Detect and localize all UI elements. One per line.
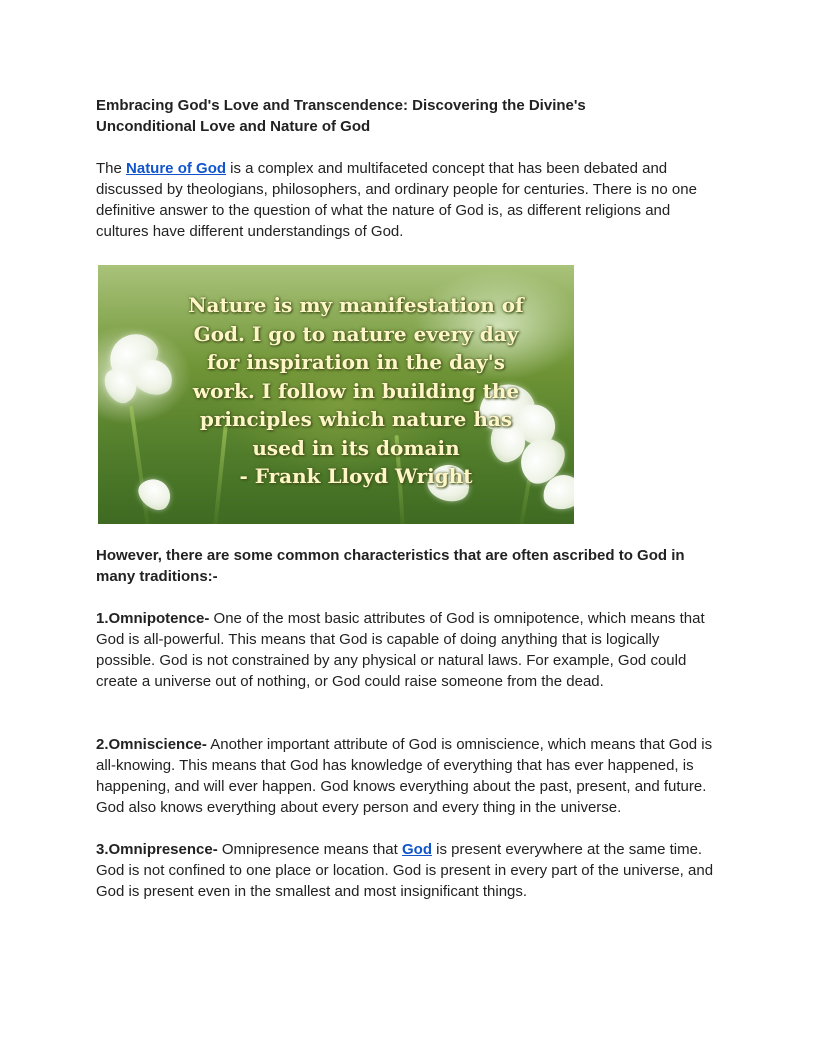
quote-attribution: - Frank Lloyd Wright <box>239 464 473 488</box>
item-omniscience <box>96 734 720 818</box>
item-label: 1.Omnipotence- <box>96 610 210 627</box>
item-text: Another important attribute of God is omniscience, which means that God is all-knowing. This means that God has knowledge of everything that has ever happened, is happening, and will ever happen. God knows everything about the past, present, and future. God also knows everything about every person and every thing in the universe. <box>96 736 713 816</box>
quote-text <box>98 291 574 491</box>
quote-line: God. I go to nature every day <box>193 321 519 346</box>
title-line-1: Embracing God's Love and Transcendence: Discovering the Divine's <box>96 97 586 114</box>
quote-line: for inspiration in the day's <box>206 350 506 374</box>
intro-text: is a complex and multifaceted concept that has been debated and discussed by theologians, philosophers, and ordinary people for centuries. There is no one definitive answer to the question of what the nature of God is, as different religions and cultures have different understandings of God. <box>96 160 697 240</box>
article-title <box>96 95 720 137</box>
item-text-before: Omnipresence means that <box>217 841 402 858</box>
nature-of-god-link[interactable]: Nature of God <box>126 160 227 177</box>
title-line-2: Unconditional Love and Nature of God <box>96 118 371 135</box>
document-body <box>96 95 720 902</box>
intro-paragraph <box>96 158 720 242</box>
item-label: 3.Omnipresence- <box>96 841 218 858</box>
item-text-after: is present everywhere at the same time. God is not confined to one place or location. God is present in every part of the universe, and God is present even in the smallest and most insignificant things. <box>96 841 714 900</box>
quote-line: used in its domain <box>252 435 460 460</box>
characteristics-heading: However, there are some common characteristics that are often ascribed to God in many traditions:- <box>96 547 685 585</box>
quote-line: work. I follow in building the <box>192 378 520 403</box>
quote-line: principles which nature has <box>199 407 513 431</box>
intro-prefix: The <box>96 160 127 177</box>
quote-image <box>98 265 574 524</box>
item-label: 2.Omniscience- <box>96 736 207 753</box>
quote-line: Nature is my manifestation of <box>188 293 524 317</box>
item-text: One of the most basic attributes of God is omnipotence, which means that God is all-powerful. This means that God is capable of doing anything that is logically possible. God is not constrained by any physical or natural laws. For example, God could create a universe out of nothing, or God could raise someone from the dead. <box>96 610 705 690</box>
god-link[interactable]: God <box>401 841 432 858</box>
item-omnipotence <box>96 608 720 692</box>
item-omnipresence <box>96 839 720 902</box>
